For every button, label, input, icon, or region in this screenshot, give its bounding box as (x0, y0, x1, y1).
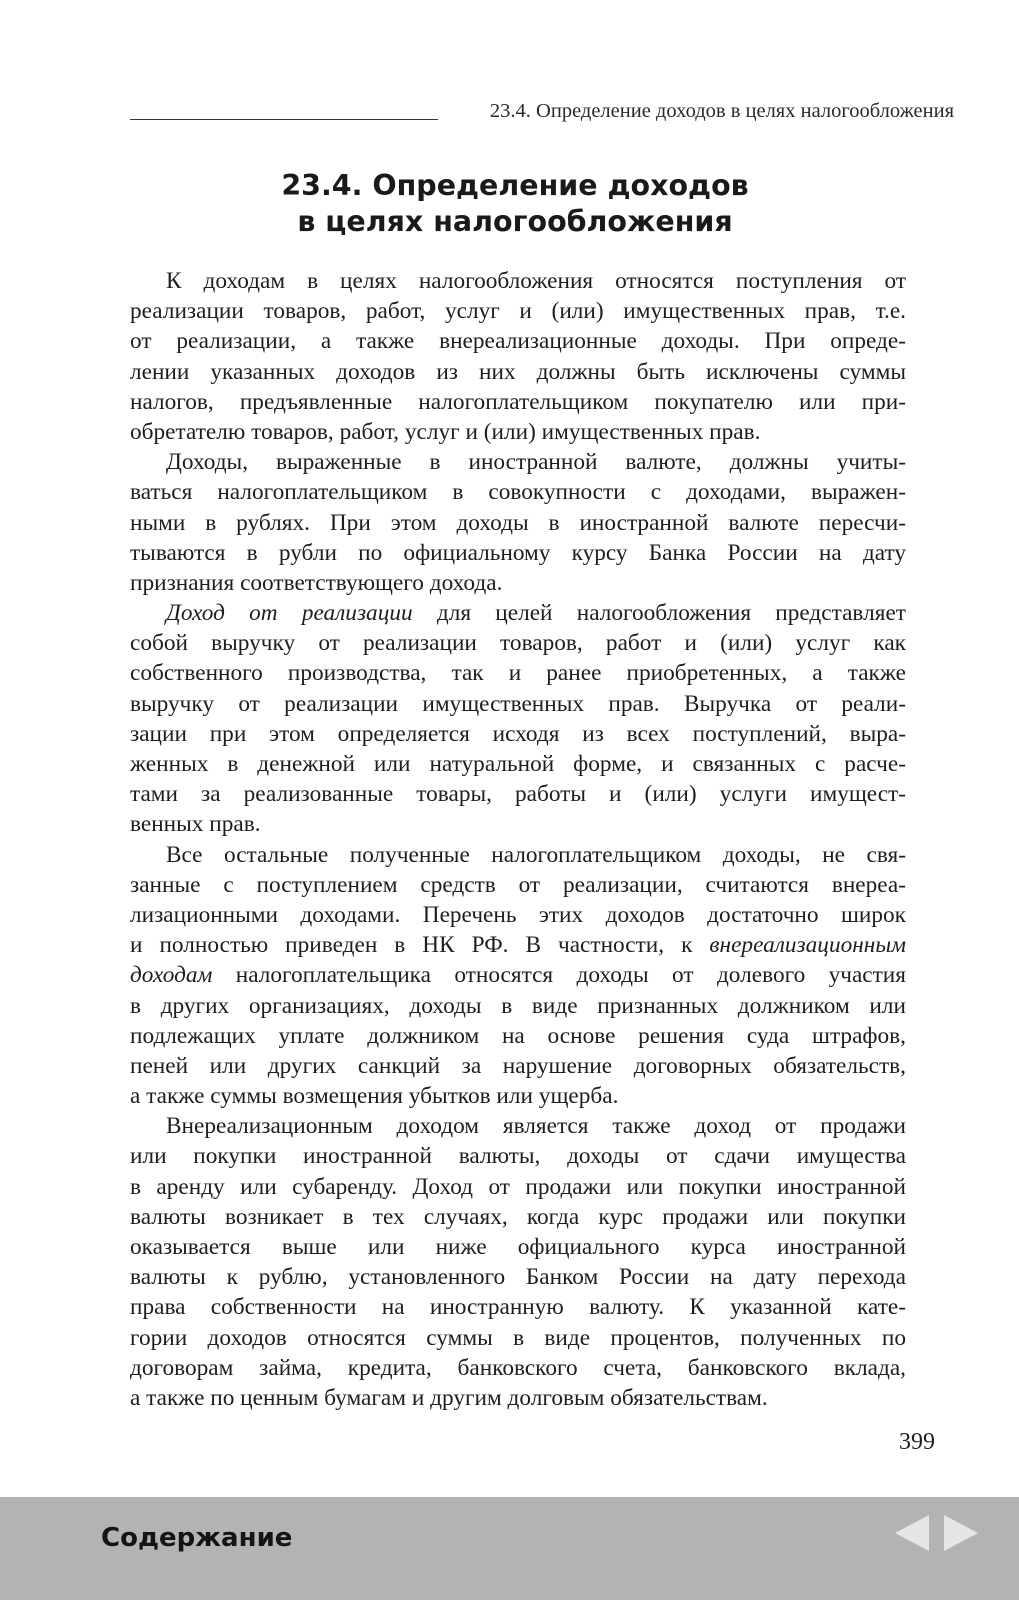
text-line (130, 960, 906, 990)
text-line (130, 598, 906, 628)
italic-term: внереализационным (709, 932, 906, 959)
text-line: договорам займа, кредита, банковского счета, банковского вклада, (130, 1354, 906, 1381)
text-line: лизационными доходами. Перечень этих доходов достаточно широк (130, 901, 906, 928)
text-line: признания соответствующего дохода. (130, 569, 503, 596)
text-line: собой выручку от реализации товаров, работ и (или) услуг как (130, 630, 906, 657)
text-line: или покупки иностранной валюты, доходы от сдачи имущества (130, 1143, 906, 1170)
text-line: выручку от реализации имущественных прав. Выручка от реали- (130, 690, 906, 717)
text-run: для целей налогообложения представляет (412, 600, 906, 627)
text-line: подлежащих уплате должником на основе решения суда штрафов, (130, 1022, 906, 1049)
text-line: женных в денежной или натуральной форме, и связанных с расче- (130, 751, 906, 777)
text-line: в аренду или субаренду. Доход от продажи или покупки иностранной (130, 1173, 906, 1200)
text-line: лении указанных доходов из них должны быть исключены суммы (130, 358, 906, 385)
text-line: тываются в рубли по официальному курсу Банка России на дату (130, 539, 906, 566)
text-line: зации при этом определяется исходя из всех поступлений, выра- (130, 720, 906, 747)
page-number: 399 (899, 1429, 935, 1455)
text-line: Доходы, выраженные в иностранной валюте, должны учиты- (166, 449, 906, 476)
text-line: гории доходов относятся суммы в виде процентов, полученных по (130, 1324, 906, 1351)
text-line: К доходам в целях налогообложения относятся поступления от (166, 268, 906, 294)
text-line: а также по ценным бумагам и другим долговым обязательствам. (130, 1384, 768, 1411)
running-header (130, 98, 954, 124)
italic-term: доходам (130, 962, 213, 989)
text-line: собственного производства, так и ранее приобретенных, а также (130, 660, 906, 687)
text-line: Все остальные полученные налогоплательщиком доходы, не свя- (166, 841, 906, 868)
text-run: налогоплательщика относятся доходы от долевого участия (212, 962, 906, 989)
text-line: оказывается выше или ниже официального курса иностранной (130, 1234, 906, 1260)
body-text (130, 266, 906, 1413)
previous-page-button[interactable] (892, 1513, 932, 1553)
text-line: налогов, предъявленные налогоплательщиком покупателю или при- (130, 388, 906, 415)
text-line: Внереализационным доходом является также доход от продажи (166, 1113, 906, 1140)
text-line: венных прав. (130, 811, 261, 838)
text-line: валюты к рублю, установленного Банком России на дату перехода (130, 1264, 906, 1291)
text-line: ваться налогоплательщиком в совокупности с доходами, выражен- (130, 479, 906, 506)
text-line: в других организациях, доходы в виде признанных должником или (130, 992, 906, 1019)
text-line: ными в рублях. При этом доходы в иностранной валюте пересчи- (130, 509, 906, 536)
text-line: от реализации, а также внереализационные доходы. При опреде- (130, 328, 906, 355)
italic-term: Доход от реализации (166, 600, 413, 627)
text-line: валюты возникает в тех случаях, когда курс продажи или покупки (130, 1203, 906, 1230)
text-line: занные с поступлением средств от реализации, считаются внереа- (130, 871, 906, 898)
text-line: обретателю товаров, работ, услуг и (или) имущественных прав. (130, 418, 761, 445)
section-title-line-1: 23.4. Определение доходов (281, 169, 749, 202)
running-header-text: 23.4. Определение доходов в целях налогообложения (489, 100, 954, 122)
text-line: а также суммы возмещения убытков или ущерба. (130, 1083, 619, 1110)
text-run: и полностью приведен в НК РФ. В частности, к (130, 932, 710, 959)
header-rule (130, 119, 438, 120)
text-line (130, 930, 906, 960)
navigation-bar (0, 1497, 1019, 1600)
section-title (130, 168, 900, 240)
contents-link[interactable]: Содержание (101, 1523, 293, 1553)
section-title-line-2: в целях налогообложения (297, 205, 733, 238)
next-page-button[interactable] (941, 1513, 981, 1553)
text-line: пеней или других санкций за нарушение договорных обязательств, (130, 1052, 906, 1079)
triangle-left-icon (892, 1513, 932, 1553)
triangle-right-icon (941, 1513, 981, 1553)
text-line: реализации товаров, работ, услуг и (или) имущественных прав, т.е. (130, 298, 906, 325)
text-line: права собственности на иностранную валюту. К указанной кате- (130, 1294, 906, 1321)
text-line: тами за реализованные товары, работы и (или) услуги имущест- (130, 781, 906, 808)
